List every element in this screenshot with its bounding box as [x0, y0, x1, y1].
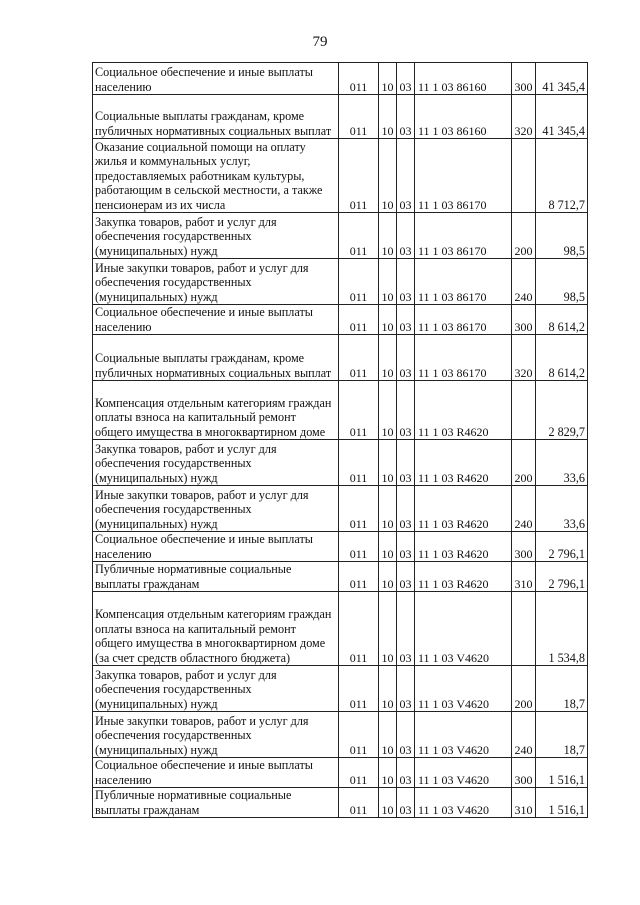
table-row	[93, 486, 588, 532]
target-article-code: 11 1 03 86170	[415, 213, 512, 259]
row-description: Социальное обеспечение и иные выплаты населению	[93, 758, 339, 788]
section-code: 10	[379, 259, 397, 305]
section-code: 10	[379, 562, 397, 592]
ministry-code: 011	[339, 486, 379, 532]
expense-type-code: 300	[512, 305, 536, 335]
row-description: Публичные нормативные социальные выплаты гражданам	[93, 562, 339, 592]
ministry-code: 011	[339, 335, 379, 381]
subsection-code: 03	[397, 381, 415, 440]
table-row	[93, 712, 588, 758]
row-description: Компенсация отдельным категориям граждан оплаты взноса на капитальный ремонт общего имущества в многоквартирном доме (за счет средств областного бюджета)	[93, 592, 339, 666]
amount: 1 534,8	[536, 592, 588, 666]
section-code: 10	[379, 139, 397, 213]
expense-type-code	[512, 381, 536, 440]
table-row	[93, 758, 588, 788]
row-description: Социальное обеспечение и иные выплаты населению	[93, 532, 339, 562]
budget-table	[92, 62, 588, 818]
section-code: 10	[379, 440, 397, 486]
row-description: Иные закупки товаров, работ и услуг для обеспечения государственных (муниципальных) нужд	[93, 259, 339, 305]
ministry-code: 011	[339, 788, 379, 818]
expense-type-code	[512, 139, 536, 213]
section-code: 10	[379, 381, 397, 440]
amount: 2 796,1	[536, 562, 588, 592]
table-row	[93, 666, 588, 712]
amount: 2 829,7	[536, 381, 588, 440]
subsection-code: 03	[397, 440, 415, 486]
ministry-code: 011	[339, 95, 379, 139]
ministry-code: 011	[339, 666, 379, 712]
target-article-code: 11 1 03 R4620	[415, 562, 512, 592]
target-article-code: 11 1 03 V4620	[415, 592, 512, 666]
budget-table-body	[93, 63, 588, 818]
row-description: Закупка товаров, работ и услуг для обеспечения государственных (муниципальных) нужд	[93, 213, 339, 259]
table-row	[93, 381, 588, 440]
subsection-code: 03	[397, 486, 415, 532]
section-code: 10	[379, 305, 397, 335]
table-row	[93, 213, 588, 259]
subsection-code: 03	[397, 213, 415, 259]
subsection-code: 03	[397, 712, 415, 758]
section-code: 10	[379, 788, 397, 818]
subsection-code: 03	[397, 758, 415, 788]
expense-type-code: 310	[512, 562, 536, 592]
row-description: Закупка товаров, работ и услуг для обеспечения государственных (муниципальных) нужд	[93, 440, 339, 486]
expense-type-code: 200	[512, 666, 536, 712]
table-row	[93, 139, 588, 213]
subsection-code: 03	[397, 562, 415, 592]
ministry-code: 011	[339, 381, 379, 440]
target-article-code: 11 1 03 86170	[415, 305, 512, 335]
section-code: 10	[379, 335, 397, 381]
target-article-code: 11 1 03 V4620	[415, 788, 512, 818]
ministry-code: 011	[339, 139, 379, 213]
table-row	[93, 95, 588, 139]
expense-type-code	[512, 592, 536, 666]
section-code: 10	[379, 213, 397, 259]
amount: 33,6	[536, 486, 588, 532]
expense-type-code: 300	[512, 63, 536, 95]
ministry-code: 011	[339, 592, 379, 666]
table-row	[93, 335, 588, 381]
expense-type-code: 320	[512, 95, 536, 139]
section-code: 10	[379, 758, 397, 788]
subsection-code: 03	[397, 788, 415, 818]
subsection-code: 03	[397, 259, 415, 305]
amount: 41 345,4	[536, 63, 588, 95]
subsection-code: 03	[397, 532, 415, 562]
target-article-code: 11 1 03 86170	[415, 139, 512, 213]
ministry-code: 011	[339, 259, 379, 305]
row-description: Социальные выплаты гражданам, кроме публичных нормативных социальных выплат	[93, 335, 339, 381]
target-article-code: 11 1 03 86160	[415, 63, 512, 95]
row-description: Закупка товаров, работ и услуг для обеспечения государственных (муниципальных) нужд	[93, 666, 339, 712]
table-row	[93, 305, 588, 335]
expense-type-code: 300	[512, 532, 536, 562]
amount: 41 345,4	[536, 95, 588, 139]
ministry-code: 011	[339, 562, 379, 592]
ministry-code: 011	[339, 440, 379, 486]
subsection-code: 03	[397, 592, 415, 666]
amount: 18,7	[536, 666, 588, 712]
subsection-code: 03	[397, 95, 415, 139]
target-article-code: 11 1 03 86170	[415, 335, 512, 381]
subsection-code: 03	[397, 305, 415, 335]
ministry-code: 011	[339, 532, 379, 562]
target-article-code: 11 1 03 R4620	[415, 486, 512, 532]
row-description: Социальные выплаты гражданам, кроме публичных нормативных социальных выплат	[93, 95, 339, 139]
ministry-code: 011	[339, 63, 379, 95]
target-article-code: 11 1 03 R4620	[415, 381, 512, 440]
amount: 98,5	[536, 259, 588, 305]
row-description: Оказание социальной помощи на оплату жилья и коммунальных услуг, предоставляемых работникам культуры, работающим в сельской местности, а также пенсионерам из их числа	[93, 139, 339, 213]
section-code: 10	[379, 95, 397, 139]
table-row	[93, 63, 588, 95]
amount: 18,7	[536, 712, 588, 758]
section-code: 10	[379, 666, 397, 712]
row-description: Иные закупки товаров, работ и услуг для обеспечения государственных (муниципальных) нужд	[93, 486, 339, 532]
ministry-code: 011	[339, 712, 379, 758]
expense-type-code: 240	[512, 486, 536, 532]
expense-type-code: 200	[512, 440, 536, 486]
expense-type-code: 320	[512, 335, 536, 381]
amount: 8 614,2	[536, 335, 588, 381]
ministry-code: 011	[339, 305, 379, 335]
expense-type-code: 240	[512, 712, 536, 758]
ministry-code: 011	[339, 213, 379, 259]
row-description: Иные закупки товаров, работ и услуг для обеспечения государственных (муниципальных) нужд	[93, 712, 339, 758]
target-article-code: 11 1 03 86160	[415, 95, 512, 139]
section-code: 10	[379, 712, 397, 758]
target-article-code: 11 1 03 V4620	[415, 712, 512, 758]
row-description: Компенсация отдельным категориям граждан оплаты взноса на капитальный ремонт общего имущества в многоквартирном доме	[93, 381, 339, 440]
section-code: 10	[379, 486, 397, 532]
target-article-code: 11 1 03 R4620	[415, 532, 512, 562]
amount: 1 516,1	[536, 788, 588, 818]
amount: 8 614,2	[536, 305, 588, 335]
table-row	[93, 259, 588, 305]
target-article-code: 11 1 03 V4620	[415, 666, 512, 712]
table-row	[93, 788, 588, 818]
expense-type-code: 200	[512, 213, 536, 259]
target-article-code: 11 1 03 R4620	[415, 440, 512, 486]
target-article-code: 11 1 03 V4620	[415, 758, 512, 788]
target-article-code: 11 1 03 86170	[415, 259, 512, 305]
subsection-code: 03	[397, 335, 415, 381]
expense-type-code: 240	[512, 259, 536, 305]
subsection-code: 03	[397, 666, 415, 712]
ministry-code: 011	[339, 758, 379, 788]
page-number: 79	[312, 34, 328, 50]
subsection-code: 03	[397, 139, 415, 213]
table-row	[93, 440, 588, 486]
table-row	[93, 562, 588, 592]
row-description: Публичные нормативные социальные выплаты гражданам	[93, 788, 339, 818]
section-code: 10	[379, 592, 397, 666]
expense-type-code: 300	[512, 758, 536, 788]
amount: 98,5	[536, 213, 588, 259]
expense-type-code: 310	[512, 788, 536, 818]
amount: 8 712,7	[536, 139, 588, 213]
table-row	[93, 532, 588, 562]
row-description: Социальное обеспечение и иные выплаты населению	[93, 305, 339, 335]
amount: 1 516,1	[536, 758, 588, 788]
section-code: 10	[379, 532, 397, 562]
section-code: 10	[379, 63, 397, 95]
subsection-code: 03	[397, 63, 415, 95]
amount: 33,6	[536, 440, 588, 486]
row-description: Социальное обеспечение и иные выплаты населению	[93, 63, 339, 95]
amount: 2 796,1	[536, 532, 588, 562]
table-row	[93, 592, 588, 666]
